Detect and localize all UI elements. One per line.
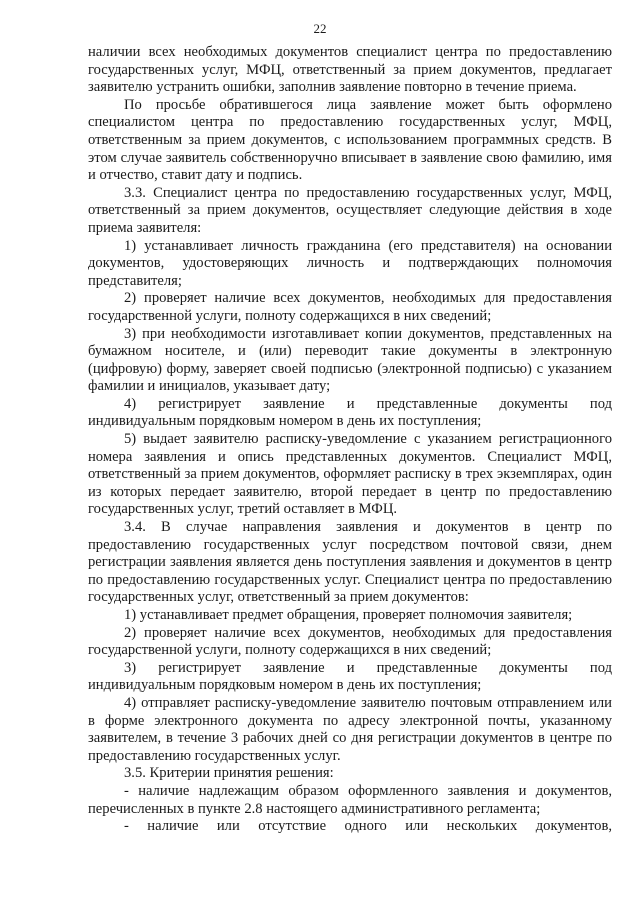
- paragraph: По просьбе обратившегося лица заявление может быть оформлено специалистом центра по предоставлению государственных услуг, МФЦ, ответственным за прием документов, с использованием программных средств. В этом случае заявитель собственноручно вписывает в заявление свою фамилию, имя и отчество, ставит дату и подпись.: [88, 96, 612, 184]
- paragraph: 2) проверяет наличие всех документов, необходимых для предоставления государственной услуги, полноту содержащихся в них сведений;: [88, 290, 612, 324]
- paragraph: 2) проверяет наличие всех документов, необходимых для предоставления государственной услуги, полноту содержащихся в них сведений;: [88, 624, 612, 659]
- paragraph: 3.3. Специалист центра по предоставлению государственных услуг, МФЦ, ответственный за прием документов, осуществляет следующие действия в ходе приема заявителя:: [88, 184, 612, 236]
- paragraph: 3) при необходимости изготавливает копии документов, представленных на бумажном носителе, и (или) переводит такие документы в электронную (цифровую) форму, заверяет своей подписью (электронной подписью) с указанием фамилии и инициалов, указывает дату;: [88, 325, 612, 395]
- paragraph: 4) отправляет расписку-уведомление заявителю почтовым отправлением или в форме электронного документа по адресу электронной почты, указанному заявителем, в течение 3 рабочих дней со дня регистрации документов в центре по предоставлению государственных услуг.: [88, 694, 612, 764]
- paragraph: наличии всех необходимых документов специалист центра по предоставлению государственных услуг, МФЦ, ответственный за прием документов, предлагает заявителю устранить ошибки, заполнив заявление повторно в течение приема.: [88, 44, 612, 96]
- paragraph: 5) выдает заявителю расписку-уведомление с указанием регистрационного номера заявления и опись представленных документов. Специалист МФЦ, ответственный за прием документов, оформляет расписку в трех экземплярах, один из которых передает заявителю, второй передает в центр по предоставлению государственных услуг, третий оставляет в МФЦ.: [88, 431, 612, 518]
- paragraph: - наличие или отсутствие одного или нескольких документов,: [124, 818, 612, 835]
- paragraph: 1) устанавливает предмет обращения, проверяет полномочия заявителя;: [124, 607, 573, 623]
- paragraph: 3.4. В случае направления заявления и документов в центр по предоставлению государственных услуг посредством почтовой связи, днем регистрации заявления является день поступления заявления и документов в центр по предоставлению государственных услуг. Специалист центра по предоставлению государственных услуг, ответственный за прием документов:: [88, 519, 612, 606]
- paragraph: 3) регистрирует заявление и представленные документы под индивидуальным порядковым номером в день их поступления;: [88, 659, 612, 694]
- paragraph: 4) регистрирует заявление и представленные документы под индивидуальным порядковым номером в день их поступления;: [88, 395, 612, 430]
- paragraph: - наличие надлежащим образом оформленного заявления и документов, перечисленных в пункте 2.8 настоящего административного регламента;: [88, 782, 612, 817]
- paragraph: 3.5. Критерии принятия решения:: [124, 765, 334, 782]
- page-number: 22: [313, 21, 327, 36]
- document-body: [88, 44, 612, 836]
- paragraph: 1) устанавливает личность гражданина (его представителя) на основании документов, удостоверяющих личность и подтверждающих полномочия представителя;: [88, 237, 612, 289]
